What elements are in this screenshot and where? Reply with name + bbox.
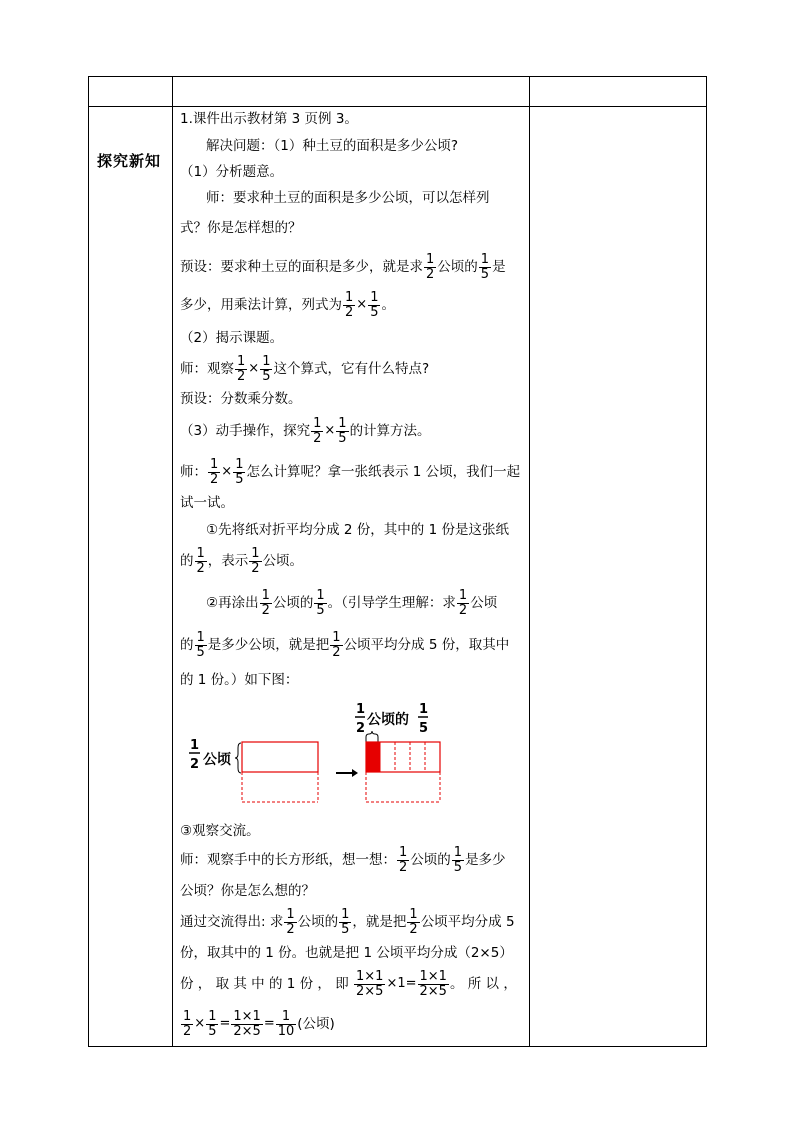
line-13: 试一试。 (180, 495, 234, 511)
fraction: $\frac{1}{10}$ (277, 1008, 295, 1039)
column-divider-2 (529, 77, 530, 1046)
diag-left-rect (242, 742, 318, 772)
line-6: 预设：要求种土豆的面积是多少，就是求 $\frac{1}{2}$ 公顷的 $\frac{1}{5}$ 是 (180, 251, 506, 282)
line-1: 1.课件出示教材第 3 页例 3。 (180, 111, 358, 127)
fraction: $\frac{1}{2}$ (183, 1008, 192, 1039)
diag-arrow-head (352, 769, 358, 777)
fraction: $\frac{1}{5}$ (262, 353, 271, 384)
line-7: 多少，用乘法计算，列式为 $\frac{1}{2}$ × $\frac{1}{5}$ 。 (180, 289, 395, 320)
line-8: （2）揭示课题。 (180, 330, 284, 346)
line-3: （1）分析题意。 (180, 164, 284, 180)
line-16: ②再涂出 $\frac{1}{2}$ 公顷的 $\frac{1}{5}$ 。（引导学生理解：求 $\frac{1}{2}$ 公顷 (206, 587, 498, 618)
fraction: $\frac{1}{2}$ (261, 587, 270, 618)
fraction: $\frac{1}{2}$ (313, 415, 322, 446)
diag-left-label: 公顷 (203, 752, 231, 768)
fraction: $\frac{1}{5}$ (196, 629, 205, 660)
diag-right-num1: 1 (356, 702, 366, 717)
fraction: $\frac{1}{2}$ (458, 587, 468, 618)
fraction: $\frac{1}{2}$ (210, 456, 219, 487)
fraction: $\frac{1}{5}$ (341, 906, 350, 937)
fraction: $\frac{1}{2}$ (345, 289, 354, 320)
fraction: $\frac{1}{5}$ (453, 844, 463, 875)
line-11: （3）动手操作，探究 $\frac{1}{2}$ × $\frac{1}{5}$ 的计算方法。 (180, 415, 431, 446)
fraction: $\frac{1}{2}$ (286, 906, 295, 937)
line-2: 解决问题：（1）种土豆的面积是多少公顷? (206, 138, 459, 154)
diag-small-brace (366, 731, 378, 742)
line-19: ③观察交流。 (180, 823, 260, 839)
line-10: 预设：分数乘分数。 (180, 391, 302, 407)
line-23: 份，取其中的 1 份。也就是把 1 公顷平均分成（2×5） (180, 945, 513, 961)
line-21: 公顷？你是怎么想的？ (180, 883, 315, 899)
diag-brace (235, 743, 241, 773)
line-9: 师：观察 $\frac{1}{2}$ × $\frac{1}{5}$ 这个算式，它有什么特点? (180, 353, 430, 384)
fraction: $\frac{1}{5}$ (235, 456, 244, 487)
fraction: $\frac{1}{5}$ (480, 251, 490, 282)
line-24: 份 ， 取 其 中 的 1 份 ， 即 $\frac{1\times 1}{2\times 5}$ ×1= $\frac{1\times 1}{2\times 5}$ 。 所 以 ， (180, 968, 517, 999)
fraction: $\frac{1\times 1}{2\times 5}$ (356, 968, 384, 999)
diag-right-title: 公顷的 (367, 712, 409, 728)
row-label: 探究新知 (97, 152, 162, 170)
fraction: $\frac{1}{2}$ (332, 629, 341, 660)
fraction: $\frac{1}{2}$ (237, 353, 246, 384)
diag-left-num: 1 (190, 738, 200, 753)
fraction: $\frac{1}{5}$ (338, 415, 347, 446)
line-12: 师： $\frac{1}{2}$ × $\frac{1}{5}$ 怎么计算呢？拿一张纸表示 1 公顷，我们一起 (180, 456, 521, 487)
fraction: $\frac{1}{2}$ (196, 545, 205, 576)
header-row-divider (89, 106, 706, 107)
fraction: $\frac{1}{5}$ (208, 1008, 217, 1039)
diag-left-den: 2 (190, 757, 200, 772)
line-14: ①先将纸对折平均分成 2 份，其中的 1 份是这张纸 (206, 522, 509, 538)
diag-right-num2: 1 (419, 702, 429, 717)
fraction: $\frac{1\times 1}{2\times 5}$ (419, 968, 447, 999)
fraction: $\frac{1}{5}$ (316, 587, 325, 618)
line-25: $\frac{1}{2}$ × $\frac{1}{5}$ = $\frac{1\times 1}{2\times 5}$ = $\frac{1}{10}$ (公顷) (183, 1008, 335, 1039)
fraction: $\frac{1}{2}$ (409, 906, 418, 937)
line-18: 的 1 份。）如下图： (180, 672, 299, 688)
fraction: $\frac{1}{2}$ (251, 545, 260, 576)
fraction-diagram (186, 696, 446, 812)
line-17: 的 $\frac{1}{5}$ 是多少公顷，就是把 $\frac{1}{2}$ 公顷平均分成 5 份，取其中 (180, 629, 510, 660)
fraction: $\frac{1\times 1}{2\times 5}$ (233, 1008, 261, 1039)
column-divider-1 (172, 77, 173, 1046)
diag-right-den2: 5 (419, 721, 429, 736)
line-20: 师：观察手中的长方形纸，想一想： $\frac{1}{2}$ 公顷的 $\frac{1}{5}$ 是多少 (180, 844, 506, 875)
line-15: 的 $\frac{1}{2}$ ，表示 $\frac{1}{2}$ 公顷。 (180, 545, 304, 576)
fraction: $\frac{1}{5}$ (370, 289, 379, 320)
line-5: 式？你是怎样想的？ (180, 220, 302, 236)
line-4: 师：要求种土豆的面积是多少公顷，可以怎样列 (206, 190, 490, 206)
diag-right-den1: 2 (356, 721, 366, 736)
fraction: $\frac{1}{2}$ (426, 251, 435, 282)
diag-filled-part (366, 742, 380, 772)
fraction: $\frac{1}{2}$ (399, 844, 408, 875)
line-22: 通过交流得出: 求 $\frac{1}{2}$ 公顷的 $\frac{1}{5}$ ，就是把 $\frac{1}{2}$ 公顷平均分成 5 (180, 906, 515, 937)
